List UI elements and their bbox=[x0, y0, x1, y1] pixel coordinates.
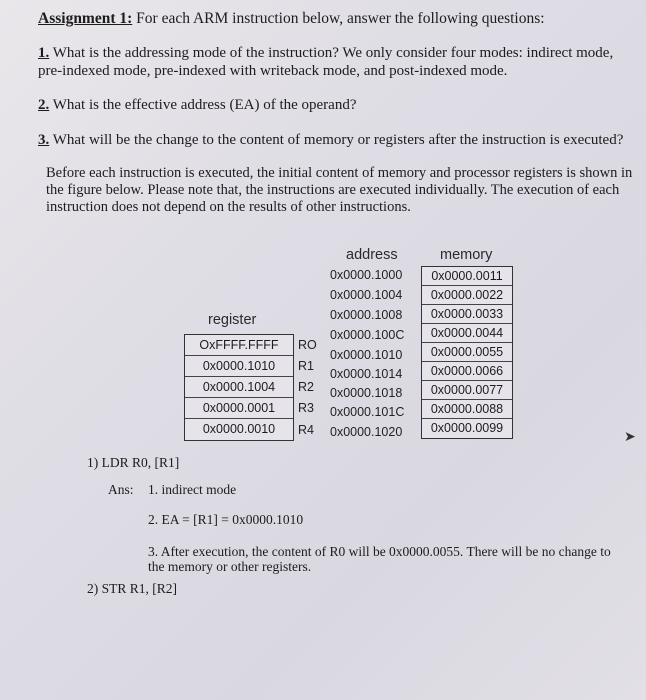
question-3 bbox=[38, 131, 623, 149]
register-name: R2 bbox=[298, 380, 314, 394]
answer-label: Ans: bbox=[108, 482, 134, 497]
address-header: address bbox=[346, 247, 398, 263]
address-cell: 0x0000.1018 bbox=[330, 386, 403, 400]
question-text: What is the addressing mode of the instruction? We only consider four modes: indirect mode, pre-indexed mode, pre-indexed with writeback mode, and post-indexed mode. bbox=[38, 45, 614, 79]
question-text: What is the effective address (EA) of the operand? bbox=[52, 97, 357, 113]
memory-cell: 0x0000.0022 bbox=[422, 286, 512, 305]
mouse-pointer-icon: ➤ bbox=[624, 428, 636, 444]
register-name: R4 bbox=[298, 423, 314, 437]
answer-line: 3. After execution, the content of R0 will be 0x0000.0055. There will be no change to the memory or other registers. bbox=[148, 544, 611, 574]
address-cell: 0x0000.101C bbox=[330, 405, 405, 419]
register-name: R1 bbox=[298, 359, 314, 373]
memory-header: memory bbox=[440, 247, 493, 263]
question-number: 1. bbox=[38, 45, 50, 61]
memory-cell: 0x0000.0066 bbox=[422, 362, 512, 381]
question-1 bbox=[38, 44, 628, 80]
memory-cell: 0x0000.0044 bbox=[422, 324, 512, 343]
instruction-1: 1) LDR R0, [R1] bbox=[87, 455, 180, 470]
address-cell: 0x0000.1000 bbox=[330, 268, 403, 282]
instruction-2: 2) STR R1, [R2] bbox=[87, 581, 178, 596]
address-cell: 0x0000.1014 bbox=[330, 367, 403, 381]
memory-cell: 0x0000.0088 bbox=[422, 400, 512, 419]
register-cell: 0x0000.0010 bbox=[202, 422, 276, 436]
assignment-heading bbox=[38, 10, 545, 28]
register-cell: 0x0000.0001 bbox=[185, 398, 293, 419]
memory-cell: 0x0000.0077 bbox=[422, 381, 512, 400]
register-name: RO bbox=[298, 338, 317, 352]
memory-cell: 0x0000.0099 bbox=[430, 421, 504, 435]
assignment-label: Assignment 1: bbox=[38, 10, 133, 27]
question-number: 3. bbox=[38, 132, 50, 148]
question-2 bbox=[38, 96, 357, 114]
memory-cell: 0x0000.0055 bbox=[422, 343, 512, 362]
register-table bbox=[184, 334, 294, 441]
register-header: register bbox=[208, 312, 257, 328]
answer-line: 2. EA = [R1] = 0x0000.1010 bbox=[148, 512, 304, 527]
register-cell: OxFFFF.FFFF bbox=[185, 335, 293, 356]
question-text: What will be the change to the content of memory or registers after the instruction is executed? bbox=[52, 132, 624, 148]
address-cell: 0x0000.1010 bbox=[330, 348, 403, 362]
memory-cell: 0x0000.0011 bbox=[422, 267, 512, 286]
register-cell: 0x0000.1004 bbox=[185, 377, 293, 398]
address-cell: 0x0000.1008 bbox=[330, 308, 403, 322]
memory-cell: 0x0000.0033 bbox=[422, 305, 512, 324]
address-cell: 0x0000.1020 bbox=[330, 425, 403, 439]
address-cell: 0x0000.100C bbox=[330, 328, 405, 342]
address-cell: 0x0000.1004 bbox=[330, 288, 403, 302]
intro-paragraph: Before each instruction is executed, the initial content of memory and processor registers is shown in the figure below. Please note that, the instructions are executed individually. The execution of each instruction does not depend on the results of other instructions. bbox=[46, 165, 633, 215]
register-name: R3 bbox=[298, 401, 314, 415]
register-cell: 0x0000.1010 bbox=[185, 356, 293, 377]
memory-table bbox=[421, 266, 513, 439]
question-number: 2. bbox=[38, 97, 50, 113]
assignment-text: For each ARM instruction below, answer the following questions: bbox=[136, 10, 545, 27]
answer-line: 1. indirect mode bbox=[148, 482, 237, 497]
